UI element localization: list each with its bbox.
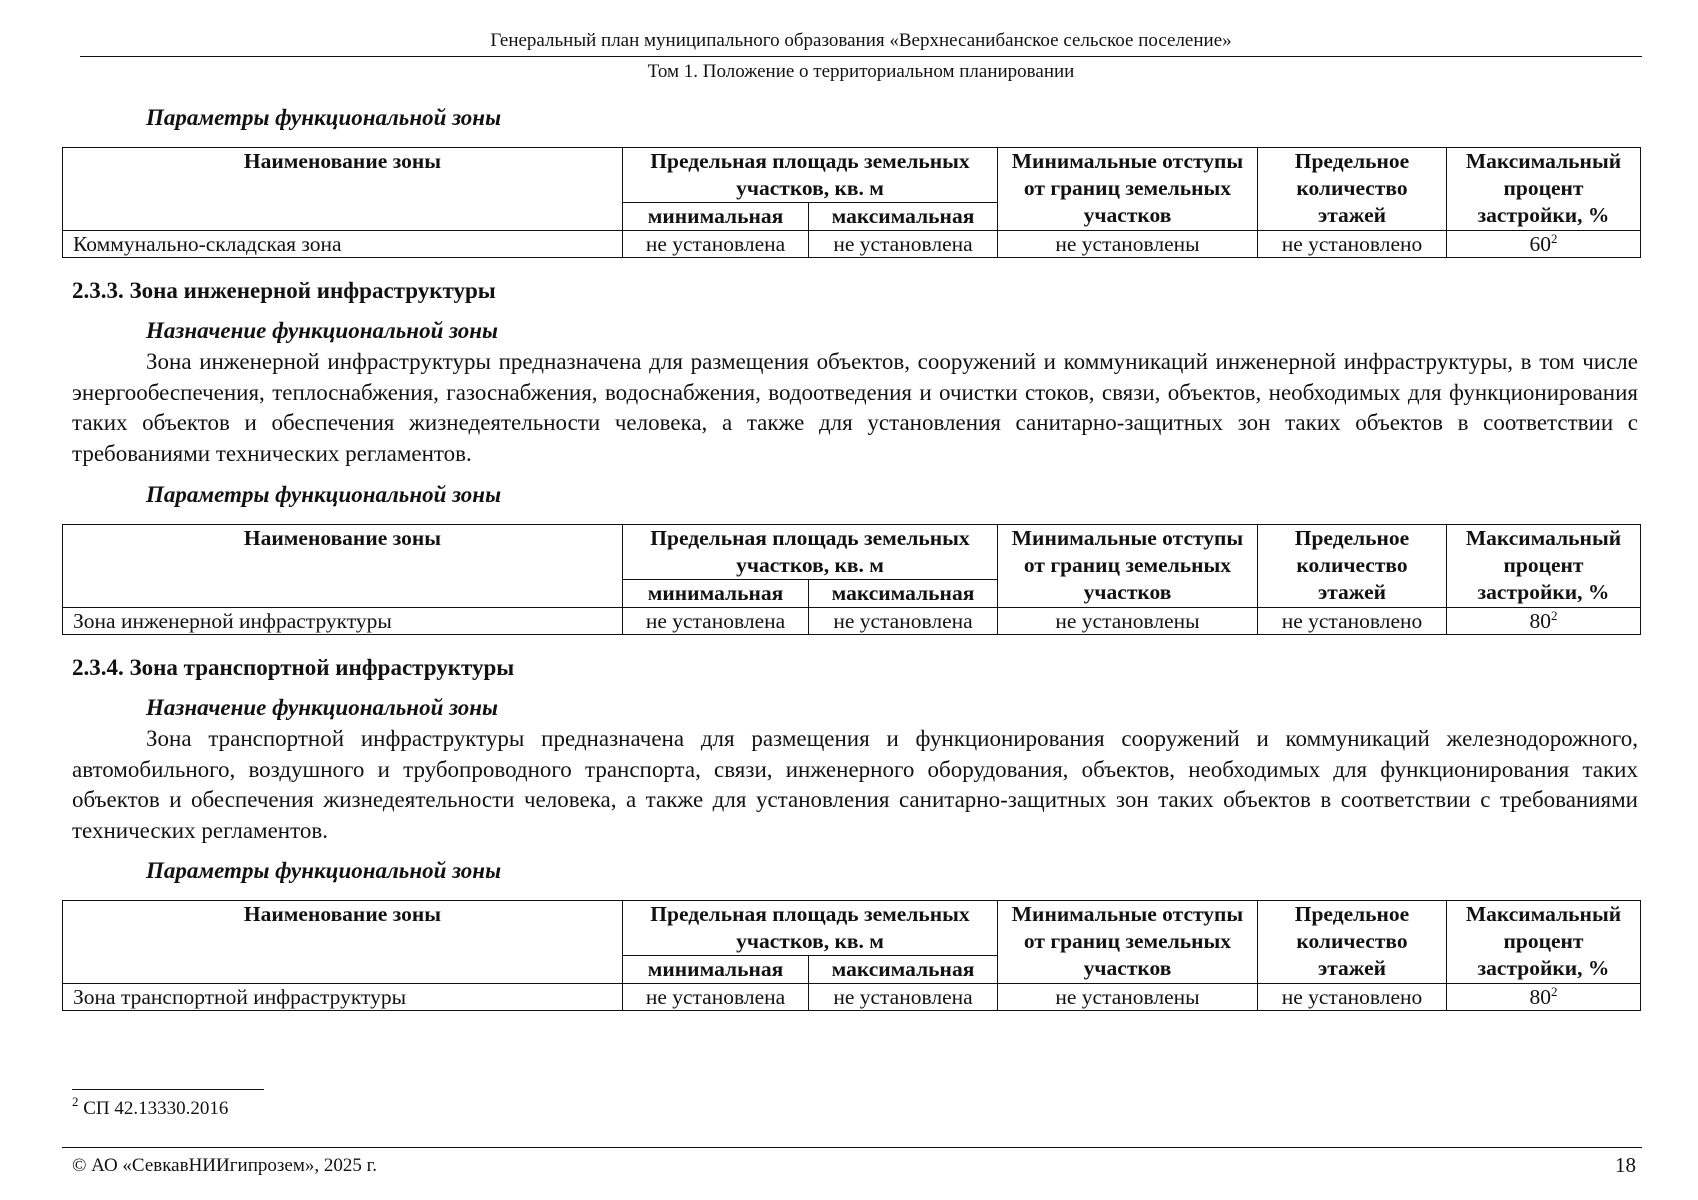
cell-coverage xyxy=(1447,231,1641,258)
col-header-coverage: Максимальный процент застройки, % xyxy=(1447,148,1641,231)
header-line-2: Том 1. Положение о территориальном планировании xyxy=(647,61,1075,82)
footnote-mark: 2 xyxy=(72,1094,79,1109)
cell-floors: не установлено xyxy=(1258,984,1447,1011)
cell-floors: не установлено xyxy=(1258,231,1447,258)
footnote-ref: 2 xyxy=(1551,231,1558,246)
col-header-setbacks: Минимальные отступы от границ земельных участков xyxy=(998,148,1258,231)
col-header-area-max: максимальная xyxy=(809,203,998,231)
col-header-area-min: минимальная xyxy=(623,203,809,231)
params-title-1: Параметры функциональной зоны xyxy=(146,105,502,130)
footnote xyxy=(72,1094,229,1120)
footnote-ref: 2 xyxy=(1551,608,1558,623)
table-row xyxy=(63,984,1641,1011)
params-table-1 xyxy=(62,147,1641,258)
cell-zone-name: Зона транспортной инфраструктуры xyxy=(63,984,623,1011)
col-header-area-max: максимальная xyxy=(809,956,998,984)
col-header-floors: Предельное количество этажей xyxy=(1258,148,1447,231)
col-header-area: Предельная площадь земельных участков, кв. м xyxy=(623,148,998,203)
coverage-value: 80 xyxy=(1529,609,1551,633)
cell-setbacks: не установлены xyxy=(998,608,1258,635)
table-row xyxy=(63,608,1641,635)
col-header-name: Наименование зоны xyxy=(63,901,623,984)
cell-area-max: не установлена xyxy=(809,984,998,1011)
cell-zone-name: Коммунально-складская зона xyxy=(63,231,623,258)
col-header-name: Наименование зоны xyxy=(63,525,623,608)
cell-area-min: не установлена xyxy=(623,231,809,258)
params-title-3: Параметры функциональной зоны xyxy=(146,858,502,883)
cell-setbacks: не установлены xyxy=(998,231,1258,258)
col-header-area-min: минимальная xyxy=(623,580,809,608)
col-header-area-min: минимальная xyxy=(623,956,809,984)
col-header-setbacks: Минимальные отступы от границ земельных участков xyxy=(998,525,1258,608)
section-title-233: 2.3.3. Зона инженерной инфраструктуры xyxy=(72,278,496,303)
paragraph-234: Зона транспортной инфраструктуры предназначена для размещения и функционирования сооружений и коммуникаций железнодорожного, автомобильного, воздушного и трубопроводного транспорта, связи, инженерного оборудования, объектов, необходимых для функционирования таких объектов и обеспечения жизнедеятельности человека, а также для установления санитарно-защитных зон таких объектов в соответствии с требованиями технических регламентов. xyxy=(72,726,1638,843)
col-header-area: Предельная площадь земельных участков, кв. м xyxy=(623,525,998,580)
header-line-1: Генеральный план муниципального образования «Верхнесанибанское сельское поселение» xyxy=(80,30,1642,57)
paragraph-233: Зона инженерной инфраструктуры предназначена для размещения объектов, сооружений и коммуникаций инженерной инфраструктуры, в том числе энергообеспечения, теплоснабжения, газоснабжения, водоснабжения, водоотведения и очистки стоков, связи, объектов, необходимых для функционирования таких объектов и обеспечения жизнедеятельности человека, а также для установления санитарно-защитных зон таких объектов в соответствии с требованиями технических регламентов. xyxy=(72,349,1638,466)
col-header-coverage: Максимальный процент застройки, % xyxy=(1447,901,1641,984)
cell-setbacks: не установлены xyxy=(998,984,1258,1011)
cell-area-max: не установлена xyxy=(809,231,998,258)
col-header-name: Наименование зоны xyxy=(63,148,623,231)
cell-zone-name: Зона инженерной инфраструктуры xyxy=(63,608,623,635)
params-table-2 xyxy=(62,524,1641,635)
footer-copyright: © АО «СевкавНИИгипрозем», 2025 г. xyxy=(72,1155,377,1176)
page-number: 18 xyxy=(1615,1153,1636,1177)
col-header-area: Предельная площадь земельных участков, кв. м xyxy=(623,901,998,956)
params-table-3 xyxy=(62,900,1641,1011)
cell-area-min: не установлена xyxy=(623,608,809,635)
coverage-value: 80 xyxy=(1529,985,1551,1009)
running-header xyxy=(80,30,1642,83)
cell-floors: не установлено xyxy=(1258,608,1447,635)
cell-coverage xyxy=(1447,984,1641,1011)
col-header-area-max: максимальная xyxy=(809,580,998,608)
section-title-234: 2.3.4. Зона транспортной инфраструктуры xyxy=(72,655,515,680)
coverage-value: 60 xyxy=(1529,232,1551,256)
col-header-floors: Предельное количество этажей xyxy=(1258,525,1447,608)
purpose-title-234: Назначение функциональной зоны xyxy=(146,695,499,720)
cell-area-min: не установлена xyxy=(623,984,809,1011)
purpose-title-233: Назначение функциональной зоны xyxy=(146,318,499,343)
footnote-text: СП 42.13330.2016 xyxy=(83,1098,229,1119)
cell-area-max: не установлена xyxy=(809,608,998,635)
footnote-ref: 2 xyxy=(1551,984,1558,999)
col-header-floors: Предельное количество этажей xyxy=(1258,901,1447,984)
col-header-setbacks: Минимальные отступы от границ земельных участков xyxy=(998,901,1258,984)
footer-divider xyxy=(62,1147,1642,1148)
cell-coverage xyxy=(1447,608,1641,635)
footnote-divider xyxy=(72,1089,264,1090)
params-title-2: Параметры функциональной зоны xyxy=(146,482,502,507)
table-row xyxy=(63,231,1641,258)
col-header-coverage: Максимальный процент застройки, % xyxy=(1447,525,1641,608)
